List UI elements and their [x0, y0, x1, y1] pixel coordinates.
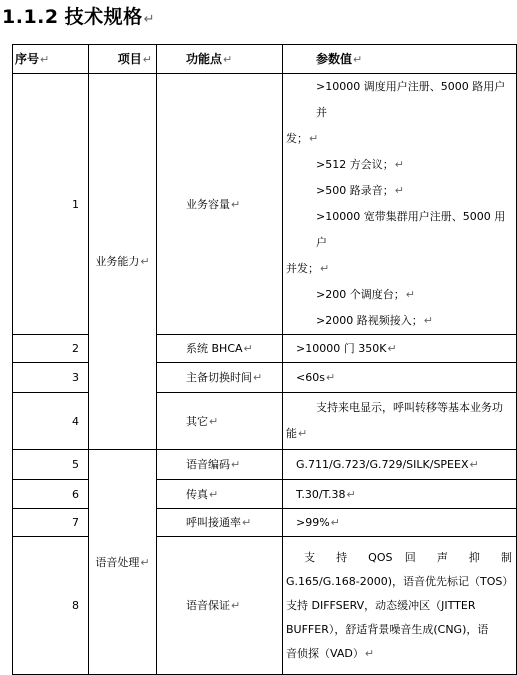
function-cell: 呼叫接通率↵ — [157, 509, 283, 537]
header-cell-item: 项目↵ — [89, 45, 157, 74]
value-cell: >99%↵ — [283, 509, 517, 537]
value-cell: 支持来电显示，呼叫转移等基本业务功 能↵ — [283, 393, 517, 450]
function-cell: 业务容量↵ — [157, 74, 283, 335]
row-number: 2 — [13, 335, 89, 363]
row-number: 4 — [13, 393, 89, 450]
row-number: 3 — [13, 363, 89, 393]
table-row — [13, 393, 517, 450]
function-cell: 传真↵ — [157, 480, 283, 509]
row-number: 7 — [13, 509, 89, 537]
header-cell-value: 参数值↵ — [283, 45, 517, 74]
table-row — [13, 537, 517, 675]
spec-table — [12, 44, 517, 675]
section-heading — [2, 2, 155, 29]
table-row — [13, 335, 517, 363]
table-row — [13, 363, 517, 393]
value-cell: 支 持 QOS 回 声 抑 制 G.165/G.168-2000)，语音优先标记（TOS） 支持 DIFFSERV，动态缓冲区（JITTER BUFFER），舒适背景噪音生成(CNG)，语 音侦探（VAD）↵ — [283, 537, 517, 675]
function-cell: 主备切换时间↵ — [157, 363, 283, 393]
table-header-row — [13, 45, 517, 74]
table-row — [13, 480, 517, 509]
group-label: 业务能力↵ — [89, 74, 157, 450]
group-label: 语音处理↵ — [89, 450, 157, 675]
row-number: 1 — [13, 74, 89, 335]
function-cell: 系统 BHCA↵ — [157, 335, 283, 363]
table-row — [13, 509, 517, 537]
header-cell-no: 序号↵ — [13, 45, 89, 74]
section-title: 技术规格 — [64, 6, 143, 28]
value-cell: <60s↵ — [283, 363, 517, 393]
function-cell: 语音编码↵ — [157, 450, 283, 480]
row-number: 8 — [13, 537, 89, 675]
table-row — [13, 74, 517, 335]
row-number: 5 — [13, 450, 89, 480]
section-number: 1.1.2 — [2, 6, 59, 28]
paragraph-mark-icon: ↵ — [143, 12, 156, 27]
function-cell: 其它↵ — [157, 393, 283, 450]
header-cell-function: 功能点↵ — [157, 45, 283, 74]
value-cell: T.30/T.38↵ — [283, 480, 517, 509]
value-cell: G.711/G.723/G.729/SILK/SPEEX↵ — [283, 450, 517, 480]
function-cell: 语音保证↵ — [157, 537, 283, 675]
table-row — [13, 450, 517, 480]
value-cell: >10000 调度用户注册、5000 路用户并 发；↵ >512 方会议；↵ >500 路录音；↵ >10000 宽带集群用户注册、5000 用户 并发；↵ >200 个调度台；↵ >2000 路视频接入；↵ — [283, 74, 517, 335]
value-cell: >10000 门 350K↵ — [283, 335, 517, 363]
row-number: 6 — [13, 480, 89, 509]
